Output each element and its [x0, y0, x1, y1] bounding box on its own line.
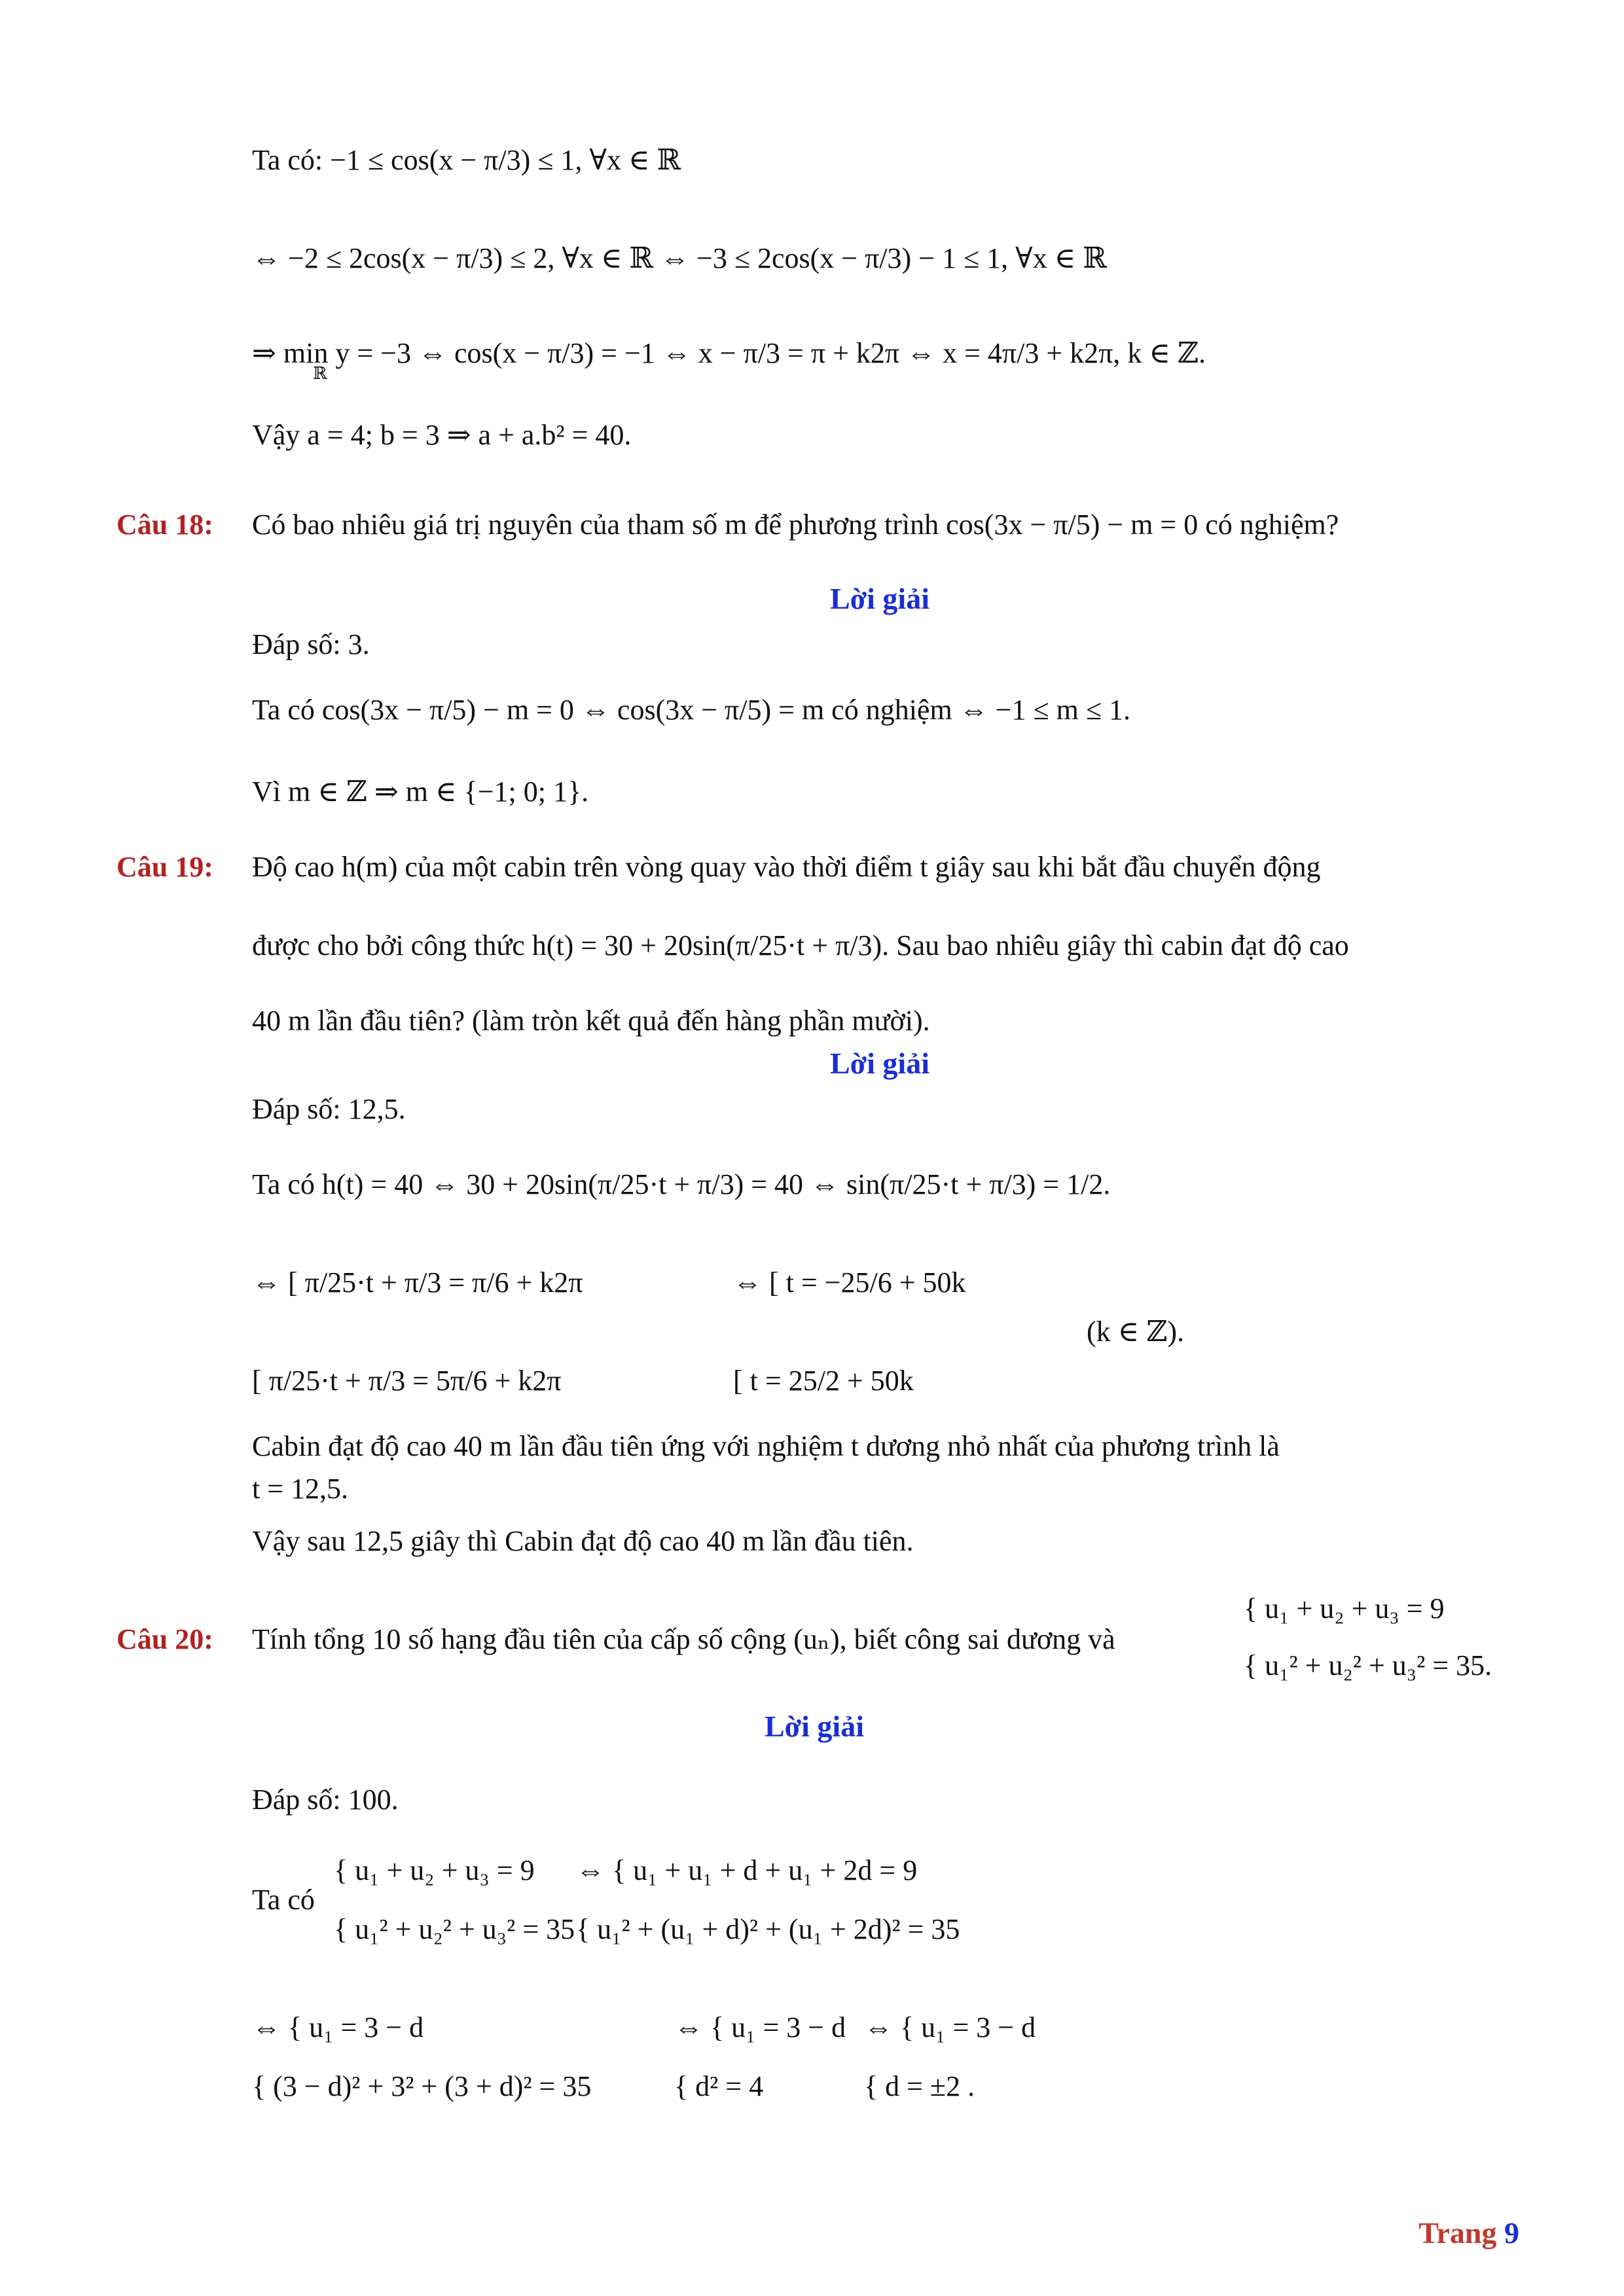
question-20-step-1b: { u₁² + u₂² + u₃² = 35	[334, 1913, 575, 1945]
question-19-answer: Đáp số: 12,5.	[252, 1093, 406, 1125]
question-18-step-2: Vì m ∈ ℤ ⇒ m ∈ {−1; 0; 1}.	[252, 776, 589, 808]
question-20-system-1: { u₁ + u₂ + u₃ = 9	[1244, 1592, 1445, 1624]
question-20-label: Câu 20:	[117, 1623, 213, 1655]
question-20-text: Tính tổng 10 số hạng đầu tiên của cấp số cộng (uₙ), biết công sai dương và	[252, 1623, 1115, 1655]
question-20-step-2f: { d = ±2 .	[864, 2070, 975, 2102]
footer-page-number: 9	[1504, 2216, 1519, 2250]
question-20-system-2: { u₁² + u₂² + u₃² = 35.	[1244, 1649, 1492, 1681]
question-19-step-3a: ⇔ [ t = −25/6 + 50k	[733, 1266, 966, 1299]
prev-solution-line-4: Vậy a = 4; b = 3 ⇒ a + a.b² = 40.	[252, 419, 632, 451]
question-19-step-4: Cabin đạt độ cao 40 m lần đầu tiên ứng với nghiệm t dương nhỏ nhất của phương trình là	[252, 1430, 1280, 1462]
question-19-step-3c: (k ∈ ℤ).	[1087, 1316, 1184, 1348]
question-19-solution-heading: Lời giải	[830, 1047, 929, 1080]
footer-label: Trang	[1418, 2216, 1497, 2250]
question-20-step-1d: { u₁² + (u₁ + d)² + (u₁ + 2d)² = 35	[576, 1913, 960, 1945]
question-19-text-1: Độ cao h(m) của một cabin trên vòng quay vào thời điểm t giây sau khi bắt đầu chuyển động	[252, 851, 1321, 883]
question-20-step-1c: ⇔ { u₁ + u₁ + d + u₁ + 2d = 9	[576, 1854, 918, 1886]
question-20-step-2a: ⇔ { u₁ = 3 − d	[252, 2011, 424, 2043]
question-19-text-2: được cho bởi công thức h(t) = 30 + 20sin(π/25·t + π/3). Sau bao nhiêu giây thì cabin đạt độ cao	[252, 929, 1349, 961]
page-footer	[1418, 2215, 1519, 2250]
question-18-label: Câu 18:	[117, 509, 213, 541]
question-20-step-2b: { (3 − d)² + 3² + (3 + d)² = 35	[252, 2070, 592, 2102]
question-20-step-2d: { d² = 4	[674, 2070, 764, 2102]
question-19-step-3b: [ t = 25/2 + 50k	[733, 1365, 914, 1397]
question-20-step-2e: ⇔ { u₁ = 3 − d	[864, 2011, 1036, 2043]
prev-solution-line-3: ⇒ min y = −3 ⇔ cos(x − π/3) = −1 ⇔ x − π/3 = π + k2π ⇔ x = 4π/3 + k2π, k ∈ ℤ.	[252, 337, 1206, 369]
question-18-answer: Đáp số: 3.	[252, 628, 370, 660]
question-20-answer: Đáp số: 100.	[252, 1784, 399, 1816]
question-19-step-2a: ⇔ [ π/25·t + π/3 = π/6 + k2π	[252, 1266, 583, 1299]
question-20-step-2c: ⇔ { u₁ = 3 − d	[674, 2011, 846, 2043]
min-subscript: ℝ	[313, 364, 327, 383]
question-18-text: Có bao nhiêu giá trị nguyên của tham số m để phương trình cos(3x − π/5) − m = 0 có nghiệm?	[252, 509, 1339, 541]
question-19-step-1: Ta có h(t) = 40 ⇔ 30 + 20sin(π/25·t + π/3) = 40 ⇔ sin(π/25·t + π/3) = 1/2.	[252, 1168, 1111, 1200]
question-19-label: Câu 19:	[117, 851, 213, 883]
question-18-solution-heading: Lời giải	[830, 582, 929, 615]
question-20-step-1-label: Ta có	[252, 1884, 315, 1916]
question-19-text-3: 40 m lần đầu tiên? (làm tròn kết quả đến hàng phần mười).	[252, 1005, 930, 1037]
question-19-step-5: t = 12,5.	[252, 1473, 349, 1505]
prev-solution-line-1: Ta có: −1 ≤ cos(x − π/3) ≤ 1, ∀x ∈ ℝ	[252, 144, 681, 176]
question-20-solution-heading: Lời giải	[765, 1710, 864, 1743]
question-20-step-1a: { u₁ + u₂ + u₃ = 9	[334, 1854, 535, 1886]
question-19-step-2b: [ π/25·t + π/3 = 5π/6 + k2π	[252, 1365, 562, 1397]
question-19-step-6: Vậy sau 12,5 giây thì Cabin đạt độ cao 40 m lần đầu tiên.	[252, 1525, 914, 1557]
question-18-step-1: Ta có cos(3x − π/5) − m = 0 ⇔ cos(3x − π/5) = m có nghiệm ⇔ −1 ≤ m ≤ 1.	[252, 694, 1131, 726]
prev-solution-line-2: ⇔ −2 ≤ 2cos(x − π/3) ≤ 2, ∀x ∈ ℝ ⇔ −3 ≤ 2cos(x − π/3) − 1 ≤ 1, ∀x ∈ ℝ	[252, 242, 1107, 274]
